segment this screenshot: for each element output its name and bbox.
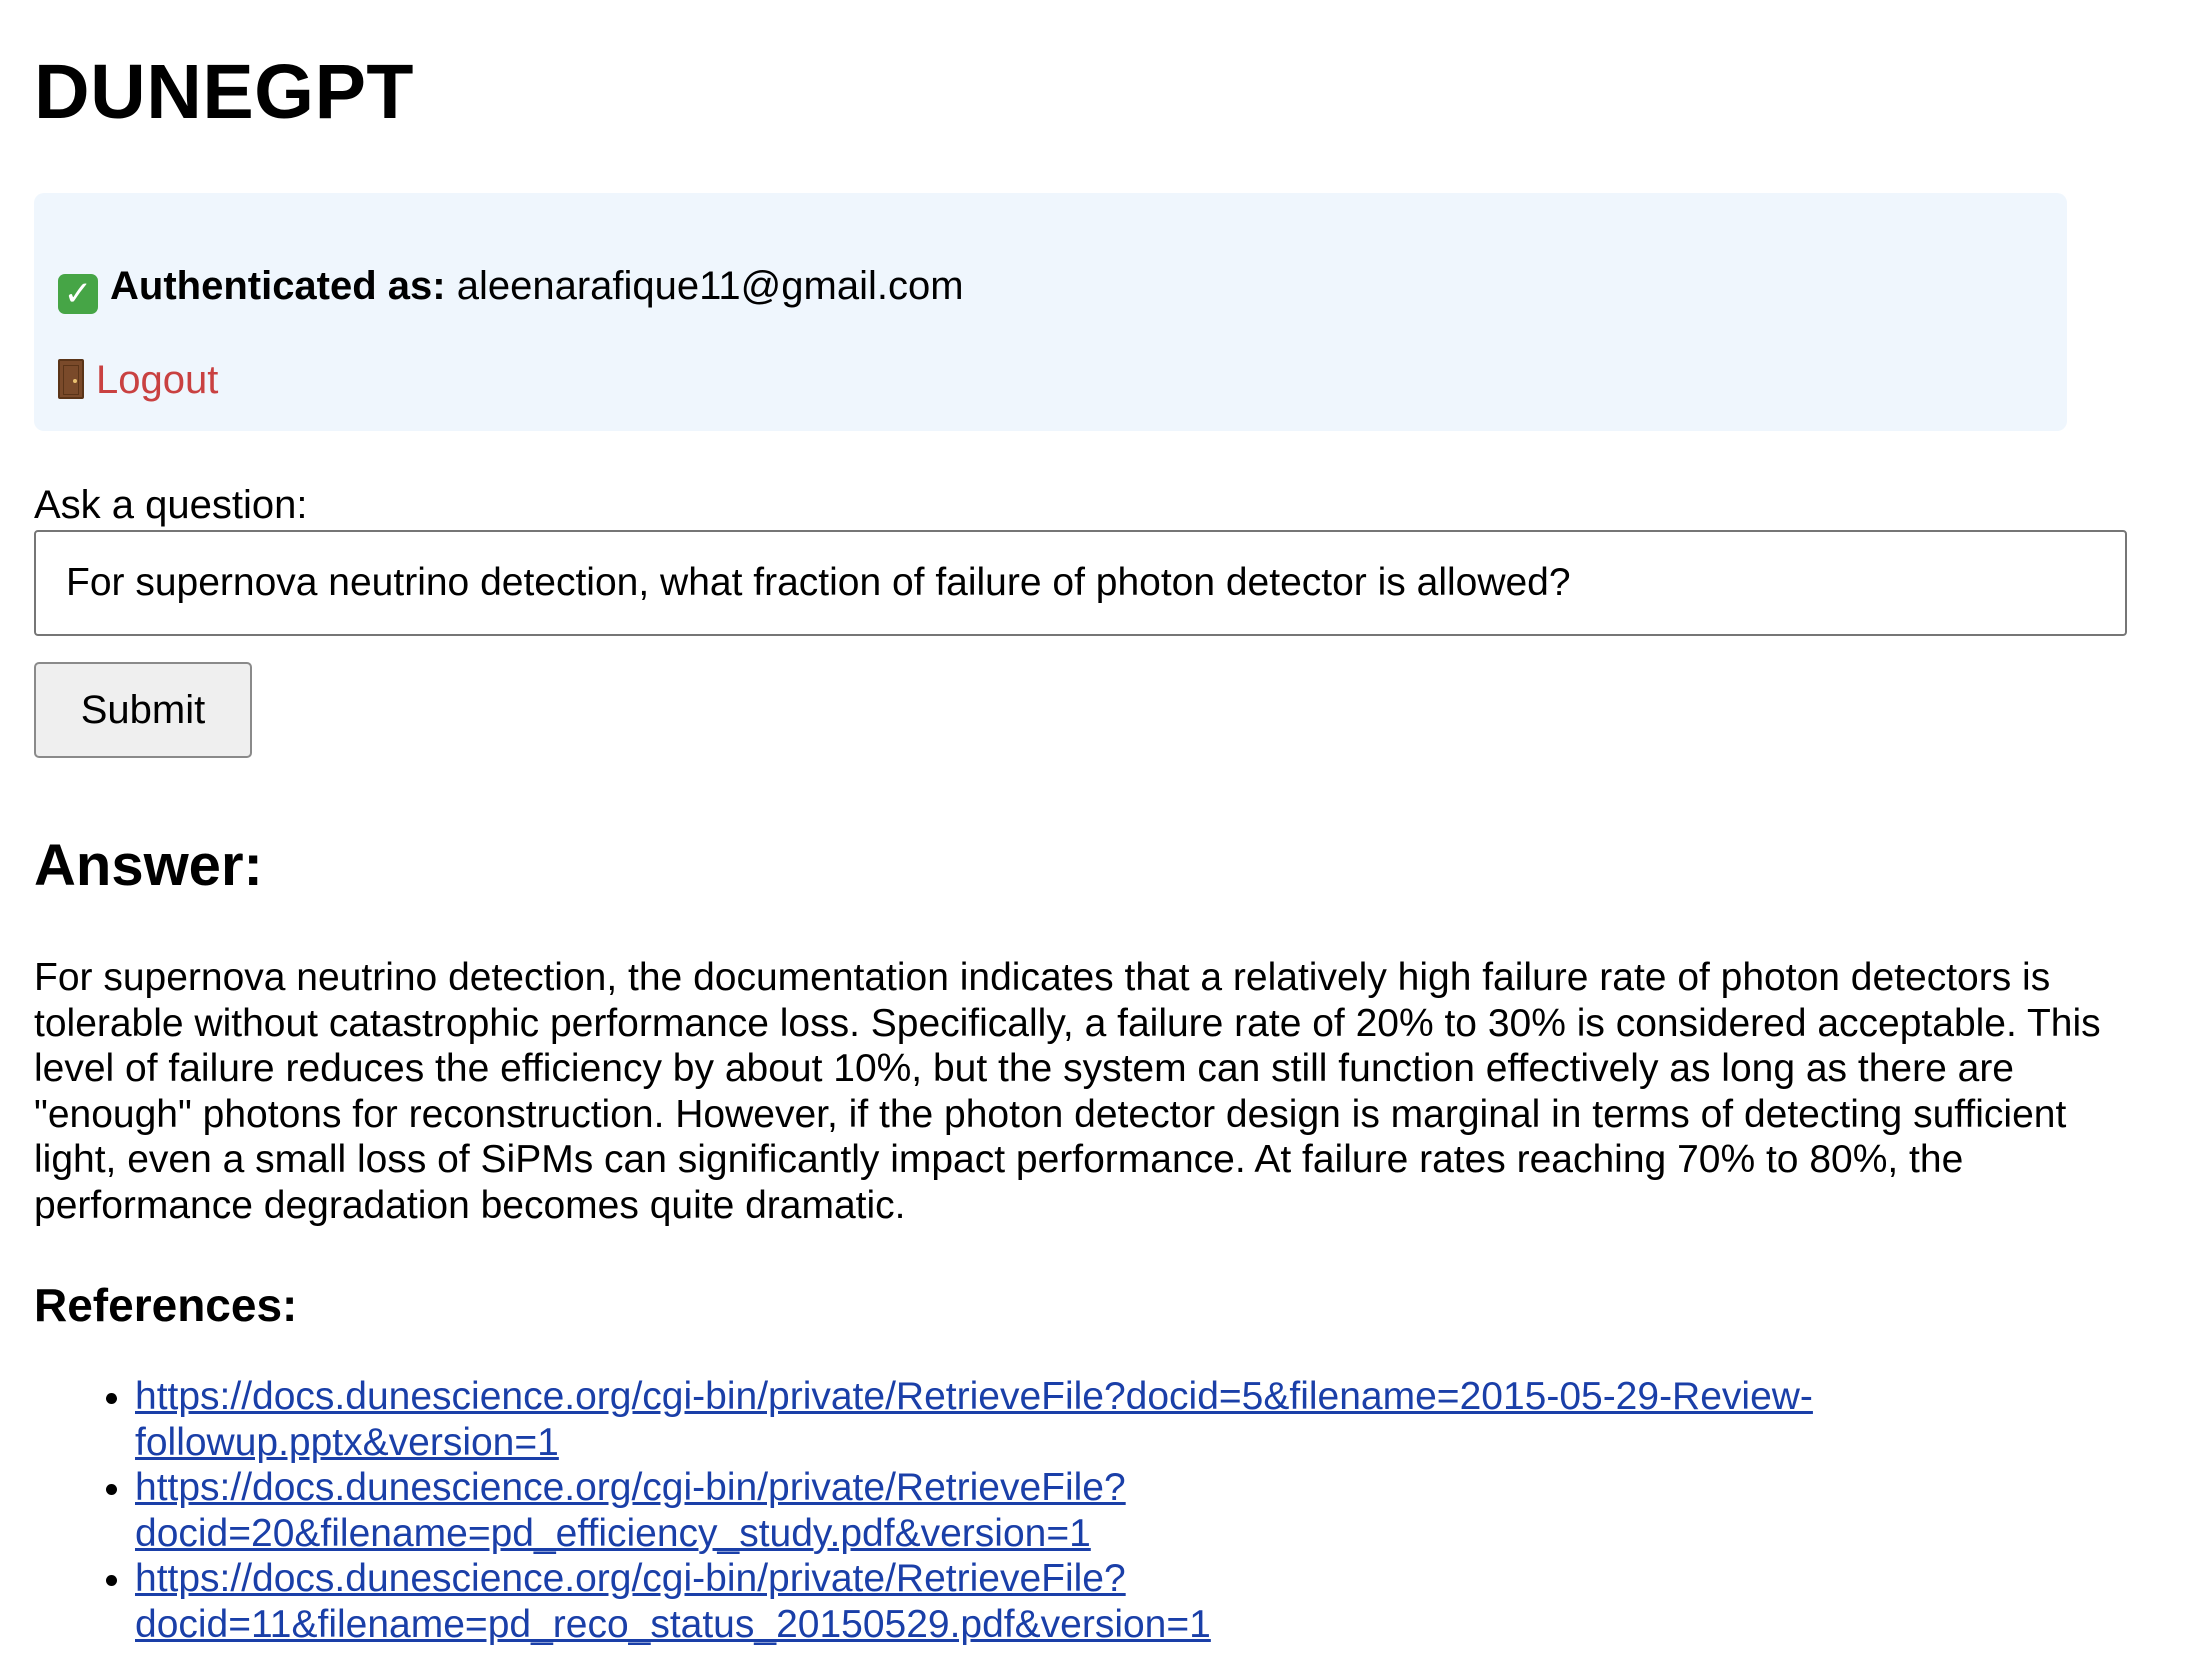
reference-item (135, 1556, 2035, 1647)
door-icon (58, 359, 84, 399)
logout-link[interactable]: Logout (96, 358, 219, 402)
auth-status (58, 261, 964, 314)
app-title: DUNEGPT (34, 49, 414, 135)
reference-item (135, 1374, 2035, 1465)
answer-heading: Answer: (34, 833, 263, 898)
auth-label: Authenticated as: (110, 264, 446, 308)
check-mark-icon: ✓ (58, 274, 98, 314)
references-heading: References: (34, 1279, 298, 1331)
answer-text: For supernova neutrino detection, the documentation indicates that a relatively high failure rate of photon detectors is tolerable without catastrophic performance loss. Specifically, a failure rate of 20% to 30% is considered acceptable. This level of failure reduces the efficiency by about 10%, but the system can still function effectively as long as there are "enough" photons for reconstruction. However, if the photon detector design is marginal in terms of detecting sufficient light, even a small loss of SiPMs can significantly impact performance. At failure rates reaching 70% to 80%, the performance degradation becomes quite dramatic. (34, 956, 2101, 1227)
submit-button[interactable]: Submit (34, 662, 252, 758)
question-input[interactable] (34, 530, 2127, 636)
question-label: Ask a question: (34, 483, 308, 527)
auth-email: aleenarafique11@gmail.com (456, 264, 964, 308)
reference-item (135, 1465, 2035, 1556)
logout-row (58, 355, 218, 405)
reference-link[interactable]: https://docs.dunescience.org/cgi-bin/private/RetrieveFile?docid=20&filename=pd_efficiency_study.pdf&version=1 (135, 1466, 1126, 1555)
auth-panel (34, 193, 2067, 431)
reference-link[interactable]: https://docs.dunescience.org/cgi-bin/private/RetrieveFile?docid=5&filename=2015-05-29-Review-followup.pptx&version=1 (135, 1375, 1813, 1464)
reference-link[interactable]: https://docs.dunescience.org/cgi-bin/private/RetrieveFile?docid=11&filename=pd_reco_status_20150529.pdf&version=1 (135, 1557, 1211, 1646)
references-list (34, 1374, 2035, 1648)
